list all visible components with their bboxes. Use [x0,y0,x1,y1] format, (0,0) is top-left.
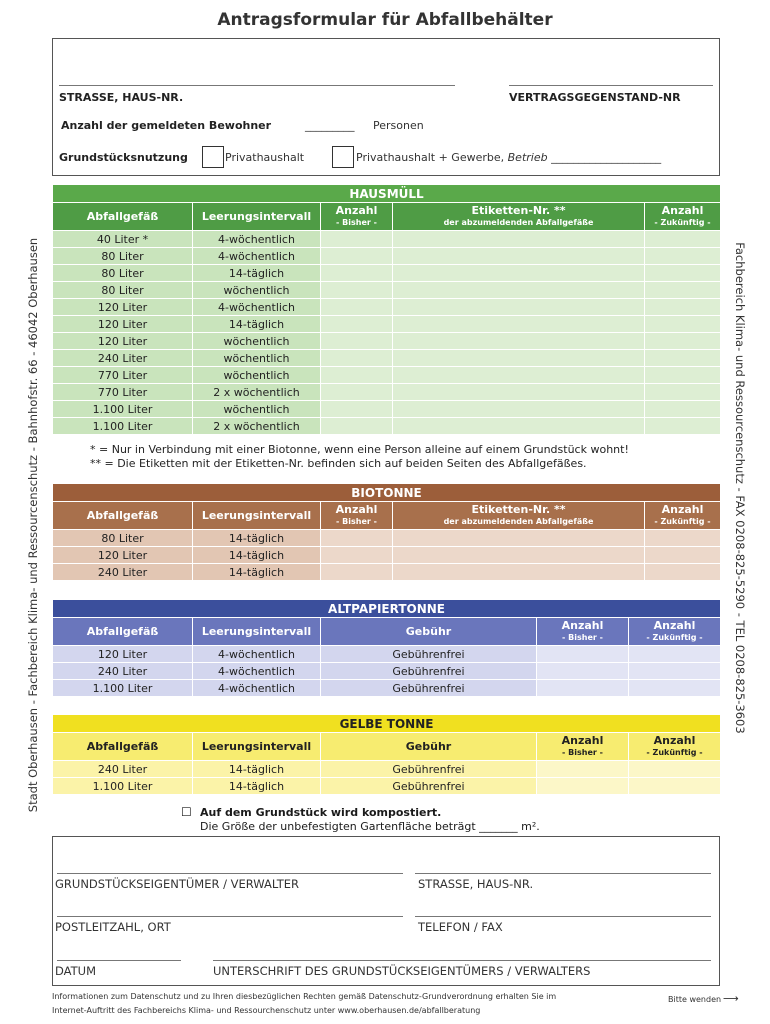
col-count-future [645,203,721,231]
col-label-number [393,502,645,530]
table-row [53,248,721,265]
emptying-interval: 4-wöchentlich [193,299,321,316]
label-number-input[interactable] [393,282,645,299]
count-previous-input[interactable] [321,248,393,265]
table-row [53,367,721,384]
col-count-future-sub: - Zukünftig - [654,217,711,227]
label-number-input[interactable] [393,401,645,418]
container-size: 770 Liter [53,367,193,384]
table-row [53,646,721,663]
label-number-input[interactable] [393,333,645,350]
count-future-input[interactable] [645,299,721,316]
col-label-number-label: Etiketten-Nr. ** [471,203,566,217]
count-previous-input[interactable] [537,778,629,795]
count-future-input[interactable] [645,316,721,333]
count-future-input[interactable] [629,778,721,795]
footnote-biotonne: * = Nur in Verbindung mit einer Biotonne, wenn eine Person alleine auf einem Grundstück wohnt! [90,443,629,456]
fee: Gebührenfrei [321,663,537,680]
col-interval: Leerungsintervall [193,618,321,646]
date-input-line[interactable] [57,960,181,961]
col-count-previous [321,203,393,231]
count-previous-input[interactable] [321,530,393,547]
container-size: 80 Liter [53,248,193,265]
col-container: Abfallgefäß [53,733,193,761]
count-previous-input[interactable] [321,564,393,581]
container-size: 1.100 Liter [53,418,193,435]
count-previous-input[interactable] [321,384,393,401]
count-future-input[interactable] [645,418,721,435]
organic-bin-title: BIOTONNE [53,484,721,502]
business-input[interactable]: ____________________ [547,151,662,164]
table-row [53,530,721,547]
label-number-input[interactable] [393,367,645,384]
private-household-checkbox[interactable] [202,146,224,168]
residents-input[interactable]: _________ [305,119,355,132]
emptying-interval: 4-wöchentlich [193,231,321,248]
count-previous-input[interactable] [321,333,393,350]
private-commercial-label [356,151,661,164]
count-future-input[interactable] [629,761,721,778]
col-label-number-label: Etiketten-Nr. ** [471,502,566,516]
emptying-interval: 14-täglich [193,547,321,564]
fee: Gebührenfrei [321,761,537,778]
count-future-input[interactable] [645,401,721,418]
privacy-note-line1: Informationen zum Datenschutz und zu Ihren diesbezüglichen Rechten gemäß Datenschutz-Grundverordnung erhalten Sie im [52,992,557,1001]
emptying-interval: 2 x wöchentlich [193,418,321,435]
count-previous-input[interactable] [321,231,393,248]
col-count-future-label: Anzahl [653,618,696,632]
container-size: 1.100 Liter [53,778,193,795]
col-container: Abfallgefäß [53,502,193,530]
table-row [53,333,721,350]
col-count-future [629,618,721,646]
col-count-previous-sub: - Bisher - [336,217,377,227]
count-future-input[interactable] [645,248,721,265]
container-size: 240 Liter [53,761,193,778]
table-row [53,778,721,795]
col-fee: Gebühr [321,733,537,761]
count-previous-input[interactable] [321,367,393,384]
footnote-labels: ** = Die Etiketten mit der Etiketten-Nr. befinden sich auf beiden Seiten des Abfallgefäßes. [90,457,587,470]
count-future-input[interactable] [629,663,721,680]
count-future-input[interactable] [645,564,721,581]
count-future-input[interactable] [629,646,721,663]
usage-label: Grundstücksnutzung [59,151,188,164]
postal-label: POSTLEITZAHL, ORT [55,920,171,934]
count-previous-input[interactable] [321,418,393,435]
emptying-interval: wöchentlich [193,333,321,350]
container-size: 120 Liter [53,316,193,333]
date-label: DATUM [55,964,96,978]
garden-area-text: Die Größe der unbefestigten Gartenfläche beträgt _______ m². [200,820,540,833]
emptying-interval: 4-wöchentlich [193,663,321,680]
table-row [53,265,721,282]
label-number-input[interactable] [393,316,645,333]
phone-label: TELEFON / FAX [418,920,503,934]
count-previous-input[interactable] [321,401,393,418]
col-count-previous [537,733,629,761]
yellow-bin-title: GELBE TONNE [53,715,721,733]
count-future-input[interactable] [645,350,721,367]
paper-bin-table [52,599,721,697]
container-size: 240 Liter [53,350,193,367]
col-label-number-sub: der abzumeldenden Abfallgefäße [443,516,594,526]
contract-number-input-line[interactable] [509,85,713,86]
private-household-label: Privathaushalt [225,151,305,164]
col-count-previous-sub: - Bisher - [336,516,377,526]
count-previous-input[interactable] [321,282,393,299]
container-size: 120 Liter [53,333,193,350]
col-count-previous-label: Anzahl [335,203,378,217]
col-label-number-sub: der abzumeldenden Abfallgefäße [443,217,594,227]
container-size: 80 Liter [53,265,193,282]
count-future-input[interactable] [645,547,721,564]
signature-label: UNTERSCHRIFT DES GRUNDSTÜCKSEIGENTÜMERS / VERWALTERS [213,964,591,978]
table-row [53,401,721,418]
count-future-input[interactable] [645,333,721,350]
compost-checkbox[interactable]: ☐ [181,805,192,819]
count-previous-input[interactable] [321,547,393,564]
col-count-future-sub: - Zukünftig - [646,747,703,757]
count-previous-input[interactable] [321,350,393,367]
label-number-input[interactable] [393,299,645,316]
container-size: 1.100 Liter [53,680,193,697]
count-previous-input[interactable] [537,663,629,680]
emptying-interval: wöchentlich [193,367,321,384]
emptying-interval: 2 x wöchentlich [193,384,321,401]
private-commercial-prefix: Privathaushalt + Gewerbe, [356,151,508,164]
label-number-input[interactable] [393,564,645,581]
emptying-interval: 14-täglich [193,530,321,547]
container-size: 120 Liter [53,646,193,663]
count-previous-input[interactable] [321,316,393,333]
label-number-input[interactable] [393,231,645,248]
business-label: Betrieb [507,151,548,164]
street-label: STRASSE, HAUS-NR. [59,91,184,104]
col-count-future-label: Anzahl [653,733,696,747]
container-size: 770 Liter [53,384,193,401]
residents-unit: Personen [373,119,424,132]
side-address-text: Stadt Oberhausen - Fachbereich Klima- und Ressourcenschutz - Bahnhofstr. 66 - 46042 Oberhausen [26,237,40,813]
organic-bin-table [52,483,721,581]
fee: Gebührenfrei [321,778,537,795]
table-row [53,680,721,697]
emptying-interval: 14-täglich [193,316,321,333]
count-previous-input[interactable] [321,299,393,316]
col-count-previous [537,618,629,646]
emptying-interval: 4-wöchentlich [193,680,321,697]
table-row [53,663,721,680]
col-count-previous [321,502,393,530]
table-row [53,282,721,299]
form-title: Antragsformular für Abfallbehälter [217,10,553,30]
emptying-interval: 14-täglich [193,761,321,778]
side-contact-text: Fachbereich Klima- und Ressourcenschutz - FAX 0208-825-5290 - TEL 0208-825-3603 [733,242,747,734]
label-number-input[interactable] [393,418,645,435]
col-count-previous-sub: - Bisher - [562,632,603,642]
count-future-input[interactable] [645,384,721,401]
table-row [53,547,721,564]
container-size: 80 Liter [53,530,193,547]
col-count-future-sub: - Zukünftig - [654,516,711,526]
container-size: 240 Liter [53,663,193,680]
col-count-future-sub: - Zukünftig - [646,632,703,642]
label-number-input[interactable] [393,530,645,547]
emptying-interval: 4-wöchentlich [193,248,321,265]
container-size: 120 Liter [53,547,193,564]
table-row [53,316,721,333]
count-previous-input[interactable] [321,265,393,282]
container-size: 240 Liter [53,564,193,581]
container-size: 80 Liter [53,282,193,299]
container-size: 120 Liter [53,299,193,316]
street-input-line[interactable] [59,85,455,86]
label-number-input[interactable] [393,265,645,282]
col-count-future [629,733,721,761]
count-previous-input[interactable] [537,646,629,663]
emptying-interval: 14-täglich [193,778,321,795]
owner-street-label: STRASSE, HAUS-NR. [418,877,534,891]
container-size: 40 Liter * [53,231,193,248]
col-interval: Leerungsintervall [193,733,321,761]
col-container: Abfallgefäß [53,203,193,231]
col-count-previous-label: Anzahl [335,502,378,516]
postal-input-line[interactable] [57,916,403,917]
owner-street-input-line[interactable] [415,873,711,874]
col-fee: Gebühr [321,618,537,646]
count-future-input[interactable] [645,231,721,248]
emptying-interval: wöchentlich [193,401,321,418]
emptying-interval: wöchentlich [193,282,321,299]
label-number-input[interactable] [393,350,645,367]
label-number-input[interactable] [393,248,645,265]
count-future-input[interactable] [645,367,721,384]
contract-number-label: VERTRAGSGEGENSTAND-NR [509,91,681,104]
applicant-info-box [52,38,720,176]
label-number-input[interactable] [393,384,645,401]
table-row [53,761,721,778]
owner-signature-box [52,836,720,986]
col-interval: Leerungsintervall [193,203,321,231]
residents-label: Anzahl der gemeldeten Bewohner [61,119,272,132]
table-row [53,418,721,435]
col-label-number [393,203,645,231]
emptying-interval: 4-wöchentlich [193,646,321,663]
count-future-input[interactable] [645,265,721,282]
owner-label: GRUNDSTÜCKSEIGENTÜMER / VERWALTER [55,877,300,891]
count-future-input[interactable] [645,530,721,547]
col-count-future [645,502,721,530]
owner-input-line[interactable] [57,873,403,874]
table-row [53,299,721,316]
container-size: 1.100 Liter [53,401,193,418]
label-number-input[interactable] [393,547,645,564]
count-previous-input[interactable] [537,761,629,778]
arrow-right-icon: ⟶ [723,992,739,1005]
count-future-input[interactable] [645,282,721,299]
phone-input-line[interactable] [415,916,711,917]
signature-input-line[interactable] [213,960,711,961]
household-waste-table [52,184,721,435]
emptying-interval: 14-täglich [193,564,321,581]
col-interval: Leerungsintervall [193,502,321,530]
emptying-interval: 14-täglich [193,265,321,282]
col-count-previous-label: Anzahl [561,618,604,632]
fee: Gebührenfrei [321,646,537,663]
table-row [53,231,721,248]
col-count-previous-label: Anzahl [561,733,604,747]
count-future-input[interactable] [629,680,721,697]
table-row [53,350,721,367]
emptying-interval: wöchentlich [193,350,321,367]
private-commercial-checkbox[interactable] [332,146,354,168]
col-container: Abfallgefäß [53,618,193,646]
compost-label: Auf dem Grundstück wird kompostiert. [200,806,442,819]
col-count-future-label: Anzahl [661,203,704,217]
col-count-future-label: Anzahl [661,502,704,516]
fee: Gebührenfrei [321,680,537,697]
col-count-previous-sub: - Bisher - [562,747,603,757]
table-row [53,384,721,401]
paper-bin-title: ALTPAPIERTONNE [53,600,721,618]
yellow-bin-table [52,714,721,795]
table-row [53,564,721,581]
turn-page-label: Bitte wenden [668,995,722,1004]
household-waste-title: HAUSMÜLL [53,185,721,203]
privacy-note-line2: Internet-Auftritt des Fachbereichs Klima- und Ressourchenschutz unter www.oberhausen.de/abfallberatung [52,1006,481,1015]
count-previous-input[interactable] [537,680,629,697]
